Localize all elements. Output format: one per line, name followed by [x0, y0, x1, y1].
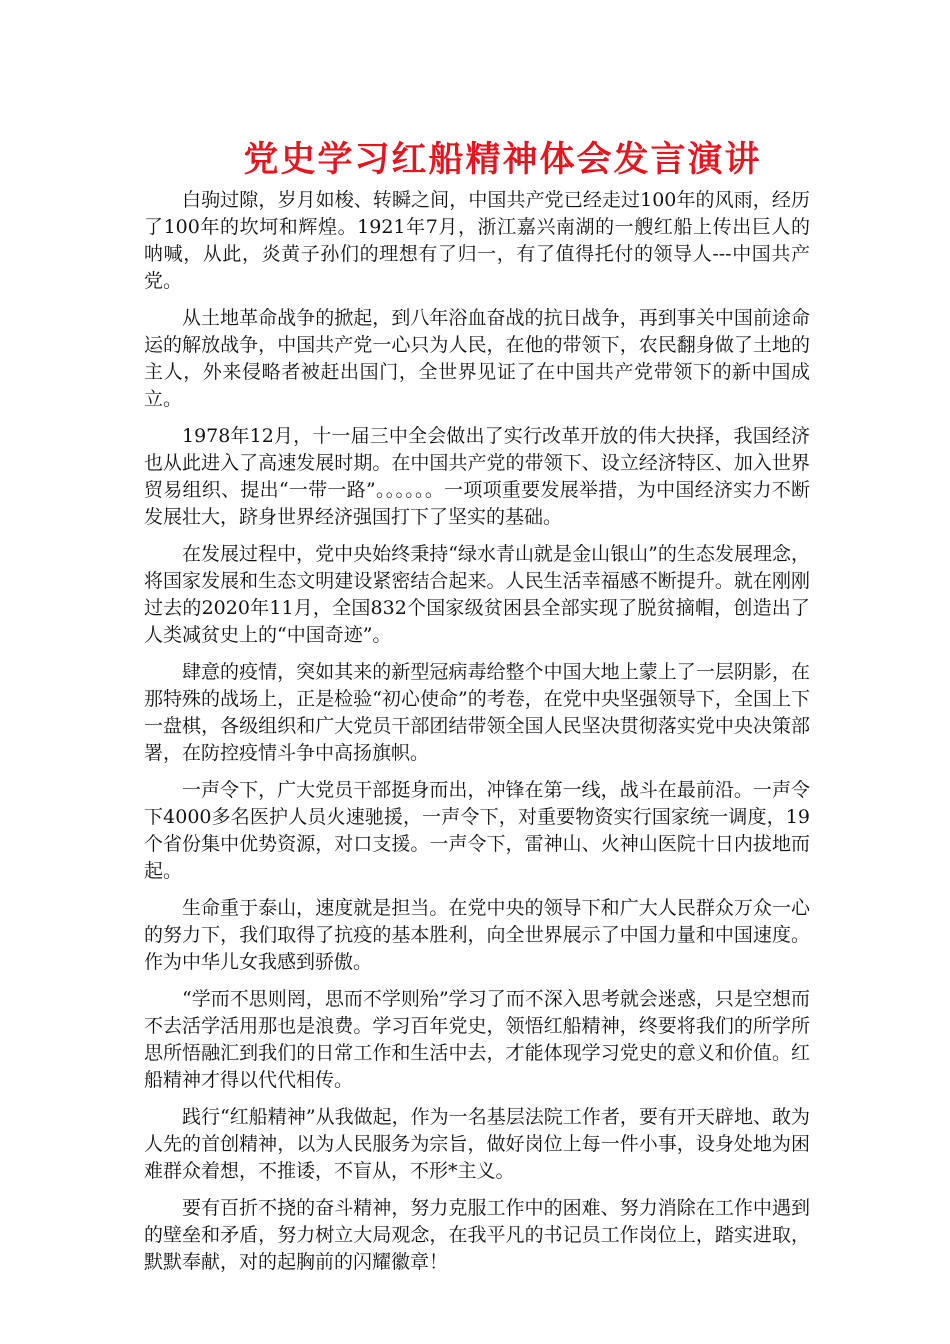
paragraph-7: 生命重于泰山，速度就是担当。在党中央的领导下和广大人民群众万众一心的努力下，我们取得了抗疫的基本胜利，向全世界展示了中国力量和中国速度。作为中华儿女我感到骄傲。 [144, 897, 810, 973]
paragraph-8: “学而不思则罔，思而不学则殆”学习了而不深入思考就会迷惑，只是空想而不去活学活用那也是浪费。学习百年党史，领悟红船精神，终要将我们的所学所思所悟融汇到我们的日常工作和生活中去，才能体现学习党史的意义和价值。红船精神才得以代代相传。 [144, 988, 810, 1091]
paragraph-4: 在发展过程中，党中央始终秉持“绿水青山就是金山银山”的生态发展理念，将国家发展和生态文明建设紧密结合起来。人民生活幸福感不断提升。就在刚刚过去的2020年11月，全国832个国家级贫困县全部实现了脱贫摘帽，创造出了人类减贫史上的“中国奇迹”。 [144, 543, 810, 646]
paragraph-9: 践行“红船精神”从我做起，作为一名基层法院工作者，要有开天辟地、敢为人先的首创精神，以为人民服务为宗旨，做好岗位上每一件小事，设身处地为困难群众着想，不推诿，不盲从，不形*主义。 [144, 1106, 810, 1182]
paragraph-3: 1978年12月，十一届三中全会做出了实行改革开放的伟大抉择，我国经济也从此进入了高速发展时期。在中国共产党的带领下、设立经济特区、加入世界贸易组织、提出“一带一路”。。。。。。一项项重要发展举措，为中国经济实力不断发展壮大，跻身世界经济强国打下了坚实的基础。 [144, 425, 810, 528]
paragraph-10: 要有百折不挠的奋斗精神，努力克服工作中的困难、努力消除在工作中遇到的壁垒和矛盾，努力树立大局观念，在我平凡的书记员工作岗位上，踏实进取，默默奉献，对的起胸前的闪耀徽章！ [144, 1197, 810, 1273]
document-body [144, 187, 810, 1286]
paragraph-2: 从土地革命战争的掀起，到八年浴血奋战的抗日战争，再到事关中国前途命运的解放战争，中国共产党一心只为人民，在他的带领下，农民翻身做了土地的主人，外来侵略者被赶出国门，全世界见证了在中国共产党带领下的新中国成立。 [144, 307, 810, 410]
paragraph-6: 一声令下，广大党员干部挺身而出，冲锋在第一线，战斗在最前沿。一声令下4000多名医护人员火速驰援，一声令下，对重要物资实行国家统一调度，19个省份集中优势资源，对口支援。一声令下，雷神山、火神山医院十日内拔地而起。 [144, 779, 810, 882]
paragraph-5: 肆意的疫情，突如其来的新型冠病毒给整个中国大地上蒙上了一层阴影，在那特殊的战场上，正是检验“初心使命”的考卷，在党中央坚强领导下，全国上下一盘棋，各级组织和广大党员干部团结带领全国人民坚决贯彻落实党中央决策部署，在防控疫情斗争中高扬旗帜。 [144, 661, 810, 764]
paragraph-1: 白驹过隙，岁月如梭、转瞬之间，中国共产党已经走过100年的风雨，经历了100年的坎坷和辉煌。1921年7月，浙江嘉兴南湖的一艘红船上传出巨人的呐喊，从此，炎黄子孙们的理想有了归一，有了值得托付的领导人---中国共产党。 [144, 189, 810, 292]
document-title: 党史学习红船精神体会发言演讲 [243, 139, 762, 180]
